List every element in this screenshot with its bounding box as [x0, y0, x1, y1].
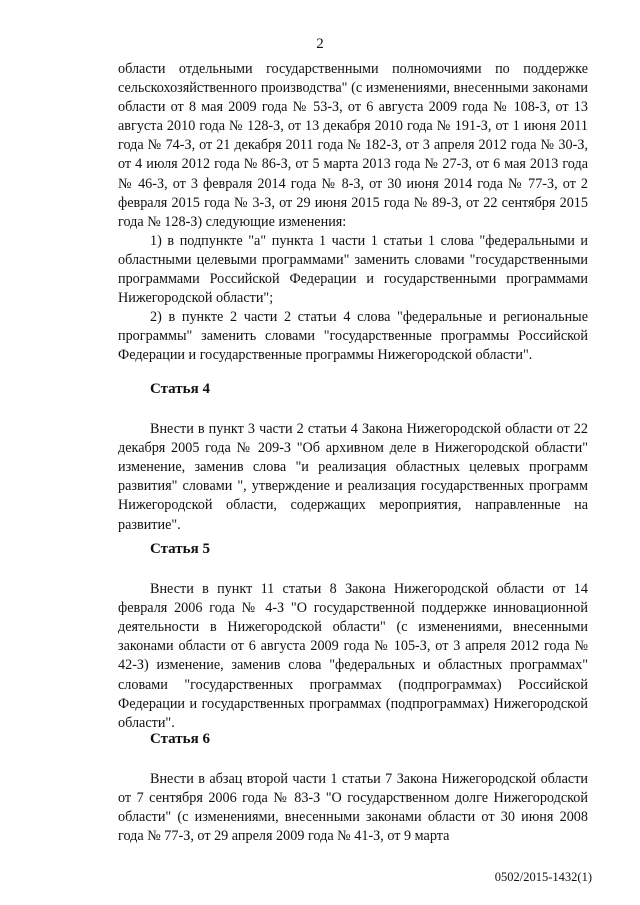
article-4-title: Статья 4	[150, 381, 210, 397]
article-6-title: Статья 6	[150, 731, 210, 747]
article-6-section	[118, 730, 588, 846]
intro-paragraph: области отдельными государственными полномочиями по поддержке сельскохозяйственного производства" (с изменениями, внесенными законами области от 8 мая 2009 года № 53-З, от 6 августа 2009 года № 108-З, от 13 августа 2010 года № 128-З, от 13 декабря 2010 года № 191-З, от 1 июня 2011 года № 74-З, от 21 декабря 2011 года № 182-З, от 3 апреля 2012 года № 30-З, от 4 июля 2012 года № 86-З, от 5 марта 2013 года № 27-З, от 6 мая 2013 года № 46-З, от 3 февраля 2014 года № 8-З, от 30 июня 2014 года № 77-З, от 2 февраля 2015 года № 3-З, от 29 июня 2015 года № 89-З, от 22 сентября 2015 года № 128-З) следующие изменения:	[118, 61, 588, 230]
amendments-block	[118, 60, 588, 366]
document-code: 0502/2015-1432(1)	[494, 870, 592, 884]
article-4-section	[118, 380, 588, 535]
article-4-text: Внести в пункт 3 части 2 статьи 4 Закона Нижегородской области от 22 декабря 2005 года № 209-З "Об архивном деле в Нижегородской области" изменение, заменив слова "и реализация областных целевых программ развития" словами ", утверждение и реализация государственных программ Нижегородской области, содержащих мероприятия, направленные на развитие".	[118, 421, 588, 533]
article-5-text: Внести в пункт 11 статьи 8 Закона Нижегородской области от 14 февраля 2006 года № 4-З "О государственной поддержке инновационной деятельности в Нижегородской области" (с изменениями, внесенными законами области от 6 августа 2009 года № 105-З, от 3 апреля 2012 года № 42-З) изменение, заменив слова "федеральных и областных программах" словами "государственных программах (подпрограммах) Российской Федерации и государственных программах (подпрограммах) Нижегородской области".	[118, 581, 588, 731]
amendment-item-1: 1) в подпункте "а" пункта 1 части 1 статьи 1 слова "федеральными и областными целевыми программами" заменить словами "государственными программами Российской Федерации и государственными программами Нижегородской области";	[118, 232, 588, 307]
amendment-item-2: 2) в пункте 2 части 2 статьи 4 слова "федеральные и региональные программы" заменить словами "государственные программы Российской Федерации и государственные программы Нижегородской области".	[118, 309, 588, 364]
article-6-text: Внести в абзац второй части 1 статьи 7 Закона Нижегородской области от 7 сентября 2006 года № 83-З "О государственном долге Нижегородской области" (с изменениями, внесенными законами области от 30 июня 2008 года № 77-З, от 29 апреля 2009 года № 41-З, от 9 марта	[118, 771, 588, 845]
page-number: 2	[316, 36, 324, 52]
article-5-title: Статья 5	[150, 541, 210, 557]
article-5-section	[118, 540, 588, 733]
